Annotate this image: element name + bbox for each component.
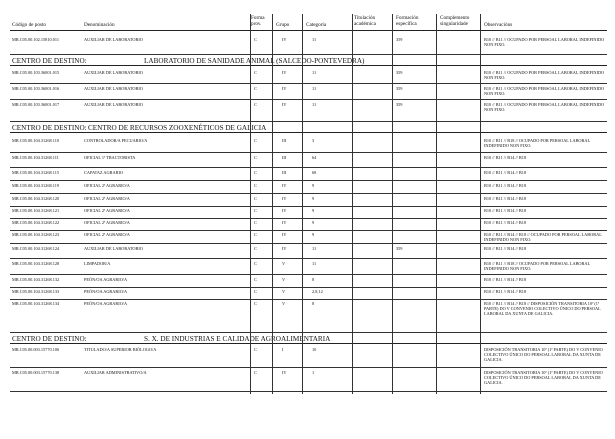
observacions-cell: B10 // B11 // B14 // B18 // OCUPADO POR PERSOAL LABORAL INDEFINIDO NON FIXO. xyxy=(484,232,602,242)
forma-cell: C xyxy=(254,232,257,237)
centro-destino-label: CENTRO DE DESTINO: xyxy=(12,335,87,343)
row-rule xyxy=(10,152,607,153)
row-rule xyxy=(10,243,607,244)
forma-cell: C xyxy=(254,170,257,175)
column-divider xyxy=(480,14,481,394)
posto-code: MR.C05.00.102.15810.011 xyxy=(12,37,59,42)
row-rule xyxy=(10,206,607,207)
column-divider xyxy=(352,14,353,394)
grupo-cell: I xyxy=(282,347,284,352)
grupo-cell: IV xyxy=(282,246,287,251)
centro-destino-name: S. X. DE INDUSTRIAS E CALIDADE AGROALIMENTARIA xyxy=(144,335,331,343)
categoria-cell: 2,8,12 xyxy=(312,289,323,294)
observacions-cell: B10 // B11 // OCUPADO POR PERSOAL LABORAL INDEFINIDO NON FIXO. xyxy=(484,86,605,96)
posto-code: MR.C05.00.104.31268.120 xyxy=(12,196,60,201)
posto-code: MR.C05.00.103.36001.016 xyxy=(12,86,60,91)
formacion-cell: 359 xyxy=(396,70,403,75)
posto-code: MR.C05.00.104.31268.123 xyxy=(12,232,60,237)
posto-code: MR.C05.00.104.31268.121 xyxy=(12,208,60,213)
forma-cell: C xyxy=(254,347,257,352)
categoria-cell: 11 xyxy=(312,37,317,42)
header-observacions: Observacións xyxy=(484,22,513,28)
header-complemento: Complemento singularidade xyxy=(440,15,470,27)
grupo-cell: III xyxy=(282,138,287,143)
observacions-cell: B10 // B11 // B14 // B18 xyxy=(484,196,527,201)
row-rule xyxy=(10,367,607,368)
formacion-cell: 359 xyxy=(396,86,403,91)
row-rule xyxy=(10,332,607,333)
observacions-cell: B10 // B11 // B14 // B18 xyxy=(484,155,527,160)
column-divider xyxy=(272,14,273,394)
row-rule xyxy=(10,54,607,55)
formacion-cell: 359 xyxy=(396,37,403,42)
row-rule xyxy=(10,299,607,300)
header-categoria: Categoría xyxy=(306,22,327,28)
grupo-cell: IV xyxy=(282,208,287,213)
forma-cell: C xyxy=(254,261,257,266)
categoria-cell: 9 xyxy=(312,208,315,213)
posto-code: MR.C05.00.103.36001.015 xyxy=(12,70,60,75)
column-divider xyxy=(392,14,393,394)
forma-cell: C xyxy=(254,370,257,375)
grupo-cell: III xyxy=(282,155,287,160)
forma-cell: C xyxy=(254,86,257,91)
observacions-cell: B10 // B11 // OCUPADO POR PERSOAL LABORAL INDEFINIDO NON FIXO. xyxy=(484,70,605,80)
denominacion-cell: OFICIAL 2ª AGRARIO/A xyxy=(84,232,130,237)
posto-code: MR.C05.00.104.31268.133 xyxy=(12,289,60,294)
forma-cell: C xyxy=(254,301,257,306)
categoria-cell: 9 xyxy=(312,232,315,237)
row-rule xyxy=(10,99,607,100)
grupo-cell: IV xyxy=(282,183,287,188)
row-rule xyxy=(10,230,607,231)
observacions-cell: B10 // B11 // B14 // B18 xyxy=(484,289,527,294)
grupo-cell: IV xyxy=(282,370,287,375)
centro-destino-label: CENTRO DE DESTINO: xyxy=(12,124,87,132)
categoria-cell: 9 xyxy=(312,183,315,188)
posto-code: MR.C05.00.104.31268.122 xyxy=(12,220,60,225)
categoria-cell: 68 xyxy=(312,170,317,175)
column-divider xyxy=(302,14,303,394)
centro-destino-name: LABORATORIO DE SANIDADE ANIMAL (SALCEDO-PONTEVEDRA) xyxy=(144,57,365,65)
header-grupo: Grupo xyxy=(276,22,290,28)
forma-cell: C xyxy=(254,196,257,201)
denominacion-cell: CONTROLADOR/A PECUARIO/A xyxy=(84,138,148,143)
header-titulacion: Titulación académica xyxy=(354,15,376,27)
grupo-cell: IV xyxy=(282,196,287,201)
grupo-cell: IV xyxy=(282,70,287,75)
denominacion-cell: AUXILIAR ADMINISTRATIVO/A xyxy=(84,370,147,375)
denominacion-cell: OFICIAL 1ª TRACTORISTA xyxy=(84,155,136,160)
denominacion-cell: OFICIAL 2ª AGRARIO/A xyxy=(84,196,130,201)
forma-cell: C xyxy=(254,246,257,251)
observacions-cell: B10 // B11 // B14 // B18 xyxy=(484,170,527,175)
forma-cell: C xyxy=(254,37,257,42)
row-rule xyxy=(10,287,607,288)
observacions-cell: B10 // B11 // B14 // B18 xyxy=(484,208,527,213)
posto-code: MR.C05.00.003.15770.138 xyxy=(12,370,60,375)
posto-code: MR.C05.00.003.15770.106 xyxy=(12,347,60,352)
observacions-cell: B10 // B11 // B18 // OCUPADO POR PERSOAL LABORAL INDEFINIDO NON FIXO. xyxy=(484,261,590,271)
section-rule xyxy=(10,65,607,66)
categoria-cell: 11 xyxy=(312,70,317,75)
denominacion-cell: PEÓN/OA AGRARIO/A xyxy=(84,289,128,294)
posto-code: MR.C05.00.103.36001.017 xyxy=(12,102,60,107)
denominacion-cell: OFICIAL 2ª AGRARIO/A xyxy=(84,220,130,225)
denominacion-cell: PEÓN/OA AGRARIO/A xyxy=(84,301,128,306)
formacion-cell: 359 xyxy=(396,246,403,251)
categoria-cell: 3 xyxy=(312,138,315,143)
forma-cell: C xyxy=(254,208,257,213)
denominacion-cell: TITULADO/A SUPERIOR BIÓLOGO/A xyxy=(84,347,157,352)
observacions-cell: B10 // B11 // B14 // B18 xyxy=(484,246,527,251)
forma-cell: C xyxy=(254,277,257,282)
categoria-cell: 11 xyxy=(312,246,317,251)
denominacion-cell: LIMPADOR/A xyxy=(84,261,111,266)
posto-code: MR.C05.00.104.31268.111 xyxy=(12,155,59,160)
observacions-cell: B10 // B11 // OCUPADO POR PERSOAL LABORAL INDEFINIDO NON FIXO. xyxy=(484,102,605,112)
forma-cell: C xyxy=(254,102,257,107)
posto-code: MR.C05.00.104.31268.110 xyxy=(12,138,59,143)
observacions-cell: B10 // B11 // B14 // B18 xyxy=(484,220,527,225)
row-rule xyxy=(10,274,607,275)
forma-cell: C xyxy=(254,220,257,225)
formacion-cell: 359 xyxy=(396,102,403,107)
observacions-cell: B10 // B11 // B14 // B18 xyxy=(484,183,527,188)
grupo-cell: V xyxy=(282,289,286,294)
posto-code: MR.C05.00.104.31268.134 xyxy=(12,301,60,306)
posto-code: MR.C05.00.104.31268.128 xyxy=(12,261,60,266)
categoria-cell: 8 xyxy=(312,277,315,282)
row-rule xyxy=(10,121,607,122)
column-divider xyxy=(436,14,437,394)
categoria-cell: 64 xyxy=(312,155,317,160)
posto-code: MR.C05.00.104.31268.132 xyxy=(12,277,60,282)
posto-code: MR.C05.00.104.31268.119 xyxy=(12,183,59,188)
grupo-cell: IV xyxy=(282,232,287,237)
row-rule xyxy=(10,218,607,219)
grupo-cell: III xyxy=(282,170,287,175)
denominacion-cell: AUXILIAR DE LABORATORIO xyxy=(84,70,143,75)
categoria-cell: 9 xyxy=(312,220,315,225)
observacions-cell: DISPOSICIÓN TRANSITORIA 10ª (1ª PARTE) DO V CONVENIO COLECTIVO ÚNICO DO PERSOAL LABORAL DA XUNTA DE GALICIA. xyxy=(484,370,603,385)
grupo-cell: V xyxy=(282,261,286,266)
header-rule xyxy=(10,30,607,31)
forma-cell: C xyxy=(254,289,257,294)
section-rule xyxy=(10,132,607,133)
row-rule xyxy=(10,258,607,259)
header-formacion: Formación específica xyxy=(396,15,419,27)
forma-cell: C xyxy=(254,183,257,188)
denominacion-cell: AUXILIAR DE LABORATORIO xyxy=(84,37,143,42)
row-rule xyxy=(10,180,607,181)
grupo-cell: IV xyxy=(282,37,287,42)
forma-cell: C xyxy=(254,138,257,143)
categoria-cell: 1 xyxy=(312,370,315,375)
row-rule xyxy=(10,167,607,168)
categoria-cell: 11 xyxy=(312,102,317,107)
observacions-cell: B10 // B11 // B18 // OCUPADO POR PERSOAL LABORAL INDEFINIDO NON FIXO. xyxy=(484,138,590,148)
categoria-cell: 10 xyxy=(312,347,317,352)
centro-destino-name: CENTRO DE RECURSOS ZOOXENÉTICOS DE GALICIA xyxy=(88,124,267,132)
categoria-cell: 11 xyxy=(312,86,317,91)
denominacion-cell: OFICIAL 2ª AGRARIO/A xyxy=(84,183,130,188)
denominacion-cell: CAPATAZ AGRARIO xyxy=(84,170,124,175)
denominacion-cell: OFICIAL 2ª AGRARIO/A xyxy=(84,208,130,213)
categoria-cell: 8 xyxy=(312,301,315,306)
column-divider xyxy=(250,14,251,394)
row-rule xyxy=(10,391,607,392)
grupo-cell: V xyxy=(282,301,286,306)
denominacion-cell: PEÓN/OA AGRARIO/A xyxy=(84,277,128,282)
row-rule xyxy=(10,83,607,84)
observacions-cell: DISPOSICIÓN TRANSITORIA 10ª (1ª PARTE) DO V CONVENIO COLECTIVO ÚNICO DO PERSOAL LABORAL DA XUNTA DE GALICIA. xyxy=(484,347,603,362)
header-codigo: Código de posto xyxy=(12,22,47,28)
forma-cell: C xyxy=(254,155,257,160)
denominacion-cell: AUXILIAR DE LABORATORIO xyxy=(84,86,143,91)
posto-code: MR.C05.00.104.31268.115 xyxy=(12,170,59,175)
header-forma: Forma prov. xyxy=(251,15,265,27)
centro-destino-label: CENTRO DE DESTINO: xyxy=(12,57,87,65)
grupo-cell: IV xyxy=(282,86,287,91)
row-rule xyxy=(10,193,607,194)
grupo-cell: V xyxy=(282,277,286,282)
posto-code: MR.C05.00.104.31268.124 xyxy=(12,246,60,251)
categoria-cell: 11 xyxy=(312,261,317,266)
section-rule xyxy=(10,343,607,344)
observacions-cell: B10 // B11 // OCUPADO POR PERSOAL LABORAL INDEFINIDO NON FIXO. xyxy=(484,37,605,47)
categoria-cell: 9 xyxy=(312,196,315,201)
observacions-cell: B10 // B11 // B14 // B18 xyxy=(484,277,527,282)
forma-cell: C xyxy=(254,70,257,75)
header-denominacion: Denominación xyxy=(84,22,115,28)
denominacion-cell: AUXILIAR DE LABORATORIO xyxy=(84,246,143,251)
observacions-cell: B10 // B11 // B14 // B18 // DISPOSICIÓN TRANSITORIA 10ª (1ª PARTE) DO V CONVENIO COLECTIVO ÚNICO DO PERSOAL LABORAL DA XUNTA DE GALICIA. xyxy=(484,301,601,316)
denominacion-cell: AUXILIAR DE LABORATORIO xyxy=(84,102,143,107)
grupo-cell: IV xyxy=(282,102,287,107)
grupo-cell: IV xyxy=(282,220,287,225)
